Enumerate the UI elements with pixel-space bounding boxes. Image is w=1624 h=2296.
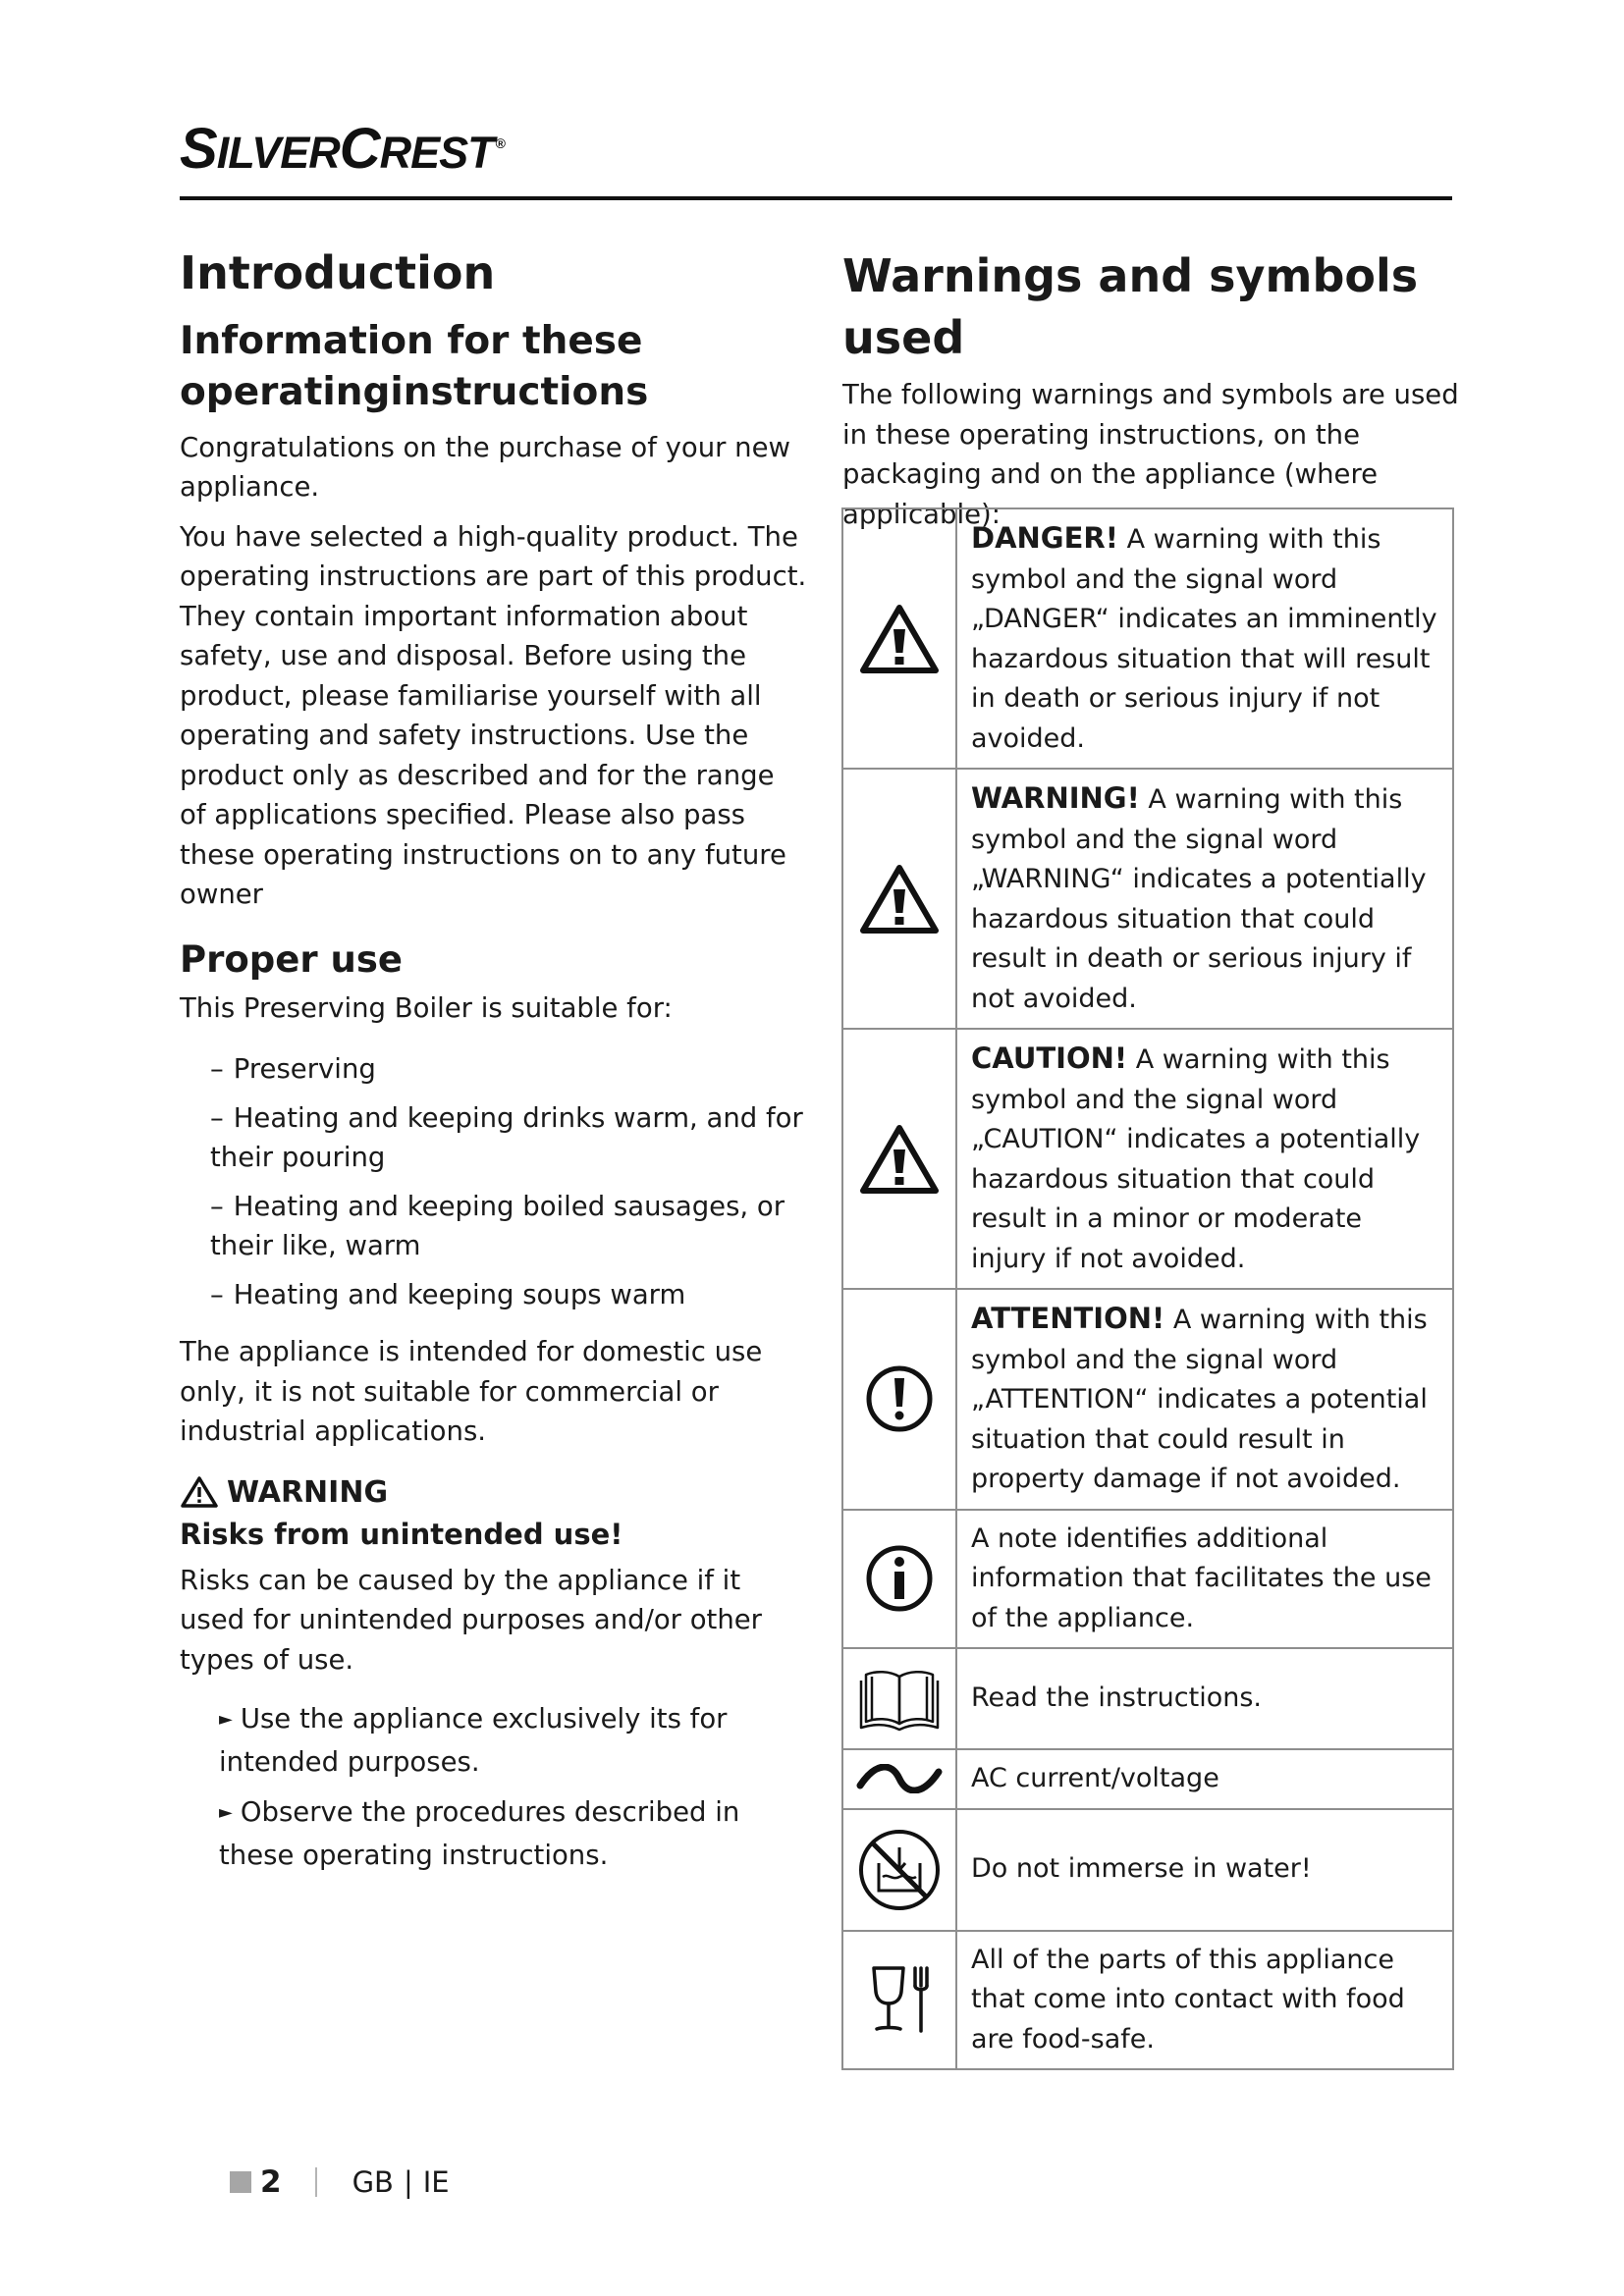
suitable-for-text: This Preserving Boiler is suitable for: xyxy=(180,991,673,1024)
uses-list xyxy=(210,1049,808,1314)
table-row: AC current/voltage xyxy=(842,1749,1453,1809)
warning-triangle-icon xyxy=(858,863,941,935)
page-number: 2 xyxy=(260,2164,282,2200)
left-column xyxy=(180,245,808,1886)
domestic-use-text: The appliance is intended for domestic use only, it is not suitable for commercial or industrial applications. xyxy=(180,1336,763,1447)
warning-triangle-icon xyxy=(180,1475,219,1509)
read-instructions-book-icon xyxy=(854,1663,945,1735)
info-circle-icon xyxy=(864,1543,935,1614)
warnings-intro-text: The following warnings and symbols are used in these operating instructions, on the packaging and on the appliance (where applicable): xyxy=(842,379,1459,530)
list-item: ► Use the appliance exclusively its for intended purposes. xyxy=(219,1703,728,1778)
risks-text: Risks can be caused by the appliance if it used for unintended purposes and/or other types of use. xyxy=(180,1564,762,1676)
list-item: – Heating and keeping soups warm xyxy=(210,1278,686,1310)
no-immerse-icon xyxy=(855,1826,944,1914)
danger-triangle-icon xyxy=(858,603,941,675)
attention-circle-icon xyxy=(864,1363,935,1434)
caution-triangle-icon xyxy=(858,1123,941,1196)
footer-divider xyxy=(315,2167,317,2197)
food-safe-icon xyxy=(858,1958,941,2041)
list-item: – Heating and keeping boiled sausages, or their like, warm xyxy=(210,1190,785,1261)
table-row: All of the parts of this appliance that come into contact with food are food-safe. xyxy=(842,1931,1453,2070)
warning-heading: WARNING xyxy=(180,1475,808,1510)
list-item: – Heating and keeping drinks warm, and for their pouring xyxy=(210,1101,803,1173)
table-row: Read the instructions. xyxy=(842,1648,1453,1749)
ac-wave-icon xyxy=(854,1764,945,1793)
language-code: IE xyxy=(422,2165,450,2199)
table-row: Do not immerse in water! xyxy=(842,1809,1453,1931)
header-rule xyxy=(180,196,1452,200)
info-heading: Information for these operatinginstructions xyxy=(180,318,649,414)
list-item: – Preserving xyxy=(210,1053,376,1085)
table-row: DANGER! A warning with this symbol and the signal word „DANGER“ indicates an imminently hazardous situation that will result in death or serious injury if not avoided. xyxy=(842,508,1453,769)
page-footer xyxy=(230,2164,450,2200)
language-code: GB xyxy=(352,2165,394,2199)
symbols-table xyxy=(841,507,1454,2070)
warnings-heading: Warnings and symbols used xyxy=(842,249,1419,364)
page-marker xyxy=(230,2171,251,2193)
table-row: A note identifies additional information that facilitates the use of the appliance. xyxy=(842,1510,1453,1649)
right-column xyxy=(842,245,1461,544)
actions-list xyxy=(219,1699,808,1876)
introduction-heading: Introduction xyxy=(180,246,496,299)
silvercrest-logo: SILVERCREST ® xyxy=(180,117,505,181)
table-row: ATTENTION! A warning with this symbol and the signal word „ATTENTION“ indicates a potential situation that could result in property damage if not avoided. xyxy=(842,1289,1453,1510)
proper-use-heading: Proper use xyxy=(180,937,403,981)
list-item: ► Observe the procedures described in these operating instructions. xyxy=(219,1796,740,1871)
table-row: WARNING! A warning with this symbol and the signal word „WARNING“ indicates a potentially hazardous situation that could result in death or serious injury if not avoided. xyxy=(842,769,1453,1029)
table-row: CAUTION! A warning with this symbol and the signal word „CAUTION“ indicates a potentially hazardous situation that could result in a minor or moderate injury if not avoided. xyxy=(842,1029,1453,1289)
product-paragraph: You have selected a high-quality product. The operating instructions are part of this product. They contain important information about safety, use and disposal. Before using the product, please familiarise yourself with all operating and safety instructions. Use the product only as described and for the range of applications specified. Please also pass these operating instructions on to any future owner xyxy=(180,520,807,910)
language-divider: | xyxy=(403,2165,413,2199)
risks-heading: Risks from unintended use! xyxy=(180,1517,623,1551)
congratulations-paragraph: Congratulations on the purchase of your new appliance. xyxy=(180,431,791,503)
